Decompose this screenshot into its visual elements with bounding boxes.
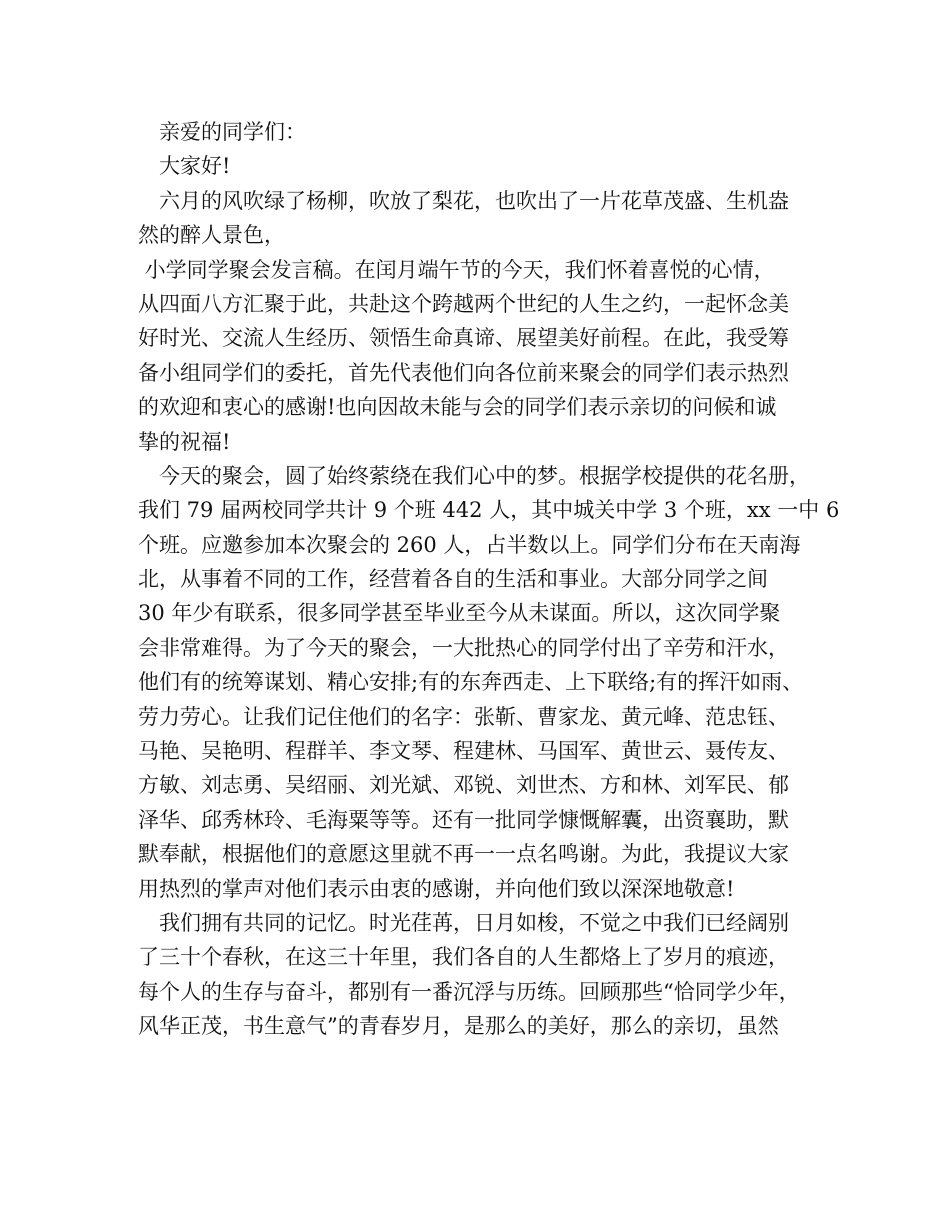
- text-line: 方敏、刘志勇、吴绍丽、刘光斌、邓锐、刘世杰、方和林、刘军民、郁: [138, 773, 789, 798]
- text-line: 今天的聚会，圆了始终萦绕在我们心中的梦。根据学校提供的花名册，: [138, 463, 810, 488]
- text-line: 了三十个春秋，在这三十年里，我们各自的人生都烙上了岁月的痕迹，: [138, 945, 789, 970]
- text-line: 备小组同学们的委托，首先代表他们向各位前来聚会的同学们表示热烈: [138, 360, 789, 385]
- text-line: 北，从事着不同的工作，经营着各自的生活和事业。大部分同学之间: [138, 567, 768, 592]
- text-line: 从四面八方汇聚于此，共赴这个跨越两个世纪的人生之约，一起怀念美: [138, 291, 789, 316]
- text-line: 六月的风吹绿了杨柳，吹放了梨花，也吹出了一片花草茂盛、生机盎: [138, 188, 789, 213]
- text-line: 挚的祝福!: [138, 429, 231, 454]
- text-line: 个班。应邀参加本次聚会的 260 人，占半数以上。同学们分布在天南海: [138, 532, 801, 557]
- text-line: 劳力劳心。让我们记住他们的名字：张靳、曹家龙、黄元峰、范忠钰、: [138, 704, 789, 729]
- text-line: 他们有的统筹谋划、精心安排;有的东奔西走、上下联络;有的挥汗如雨、: [138, 670, 804, 695]
- text-line: 我们拥有共同的记忆。时光荏苒，日月如梭，不觉之中我们已经阔别: [138, 910, 789, 935]
- text-line: 30 年少有联系，很多同学甚至毕业至今从未谋面。所以，这次同学聚: [138, 601, 781, 626]
- text-line: 风华正茂，书生意气”的青春岁月，是那么的美好，那么的亲切，虽然: [138, 1014, 779, 1039]
- text-line: 默奉献，根据他们的意愿这里就不再一一点名鸣谢。为此，我提议大家: [138, 842, 789, 867]
- text-line: 然的醉人景色，: [138, 223, 285, 248]
- text-line: 会非常难得。为了今天的聚会，一大批热心的同学付出了辛劳和汗水，: [138, 635, 789, 660]
- text-line: 小学同学聚会发言稿。在闰月端午节的今天，我们怀着喜悦的心情，: [138, 257, 775, 282]
- text-line: 大家好!: [138, 154, 231, 179]
- text-line: 的欢迎和衷心的感谢!也向因故未能与会的同学们表示亲切的问候和诚: [138, 395, 777, 420]
- text-line: 好时光、交流人生经历、领悟生命真谛、展望美好前程。在此，我受筹: [138, 326, 789, 351]
- text-line: 用热烈的掌声对他们表示由衷的感谢，并向他们致以深深地敬意!: [138, 876, 735, 901]
- text-line: 泽华、邱秀林玲、毛海粟等等。还有一批同学慷慨解囊，出资襄助，默: [138, 807, 789, 832]
- text-line: 每个人的生存与奋斗，都别有一番沉浮与历练。回顾那些“恰同学少年，: [138, 979, 800, 1004]
- text-line: 我们 79 届两校同学共计 9 个班 442 人，其中城关中学 3 个班，xx 一中 6: [138, 498, 840, 523]
- text-line: 马艳、吴艳明、程群羊、李文琴、程建林、马国军、黄世云、聂传友、: [138, 739, 789, 764]
- speech-text: [138, 115, 840, 1044]
- text-line: 亲爱的同学们：: [138, 120, 306, 144]
